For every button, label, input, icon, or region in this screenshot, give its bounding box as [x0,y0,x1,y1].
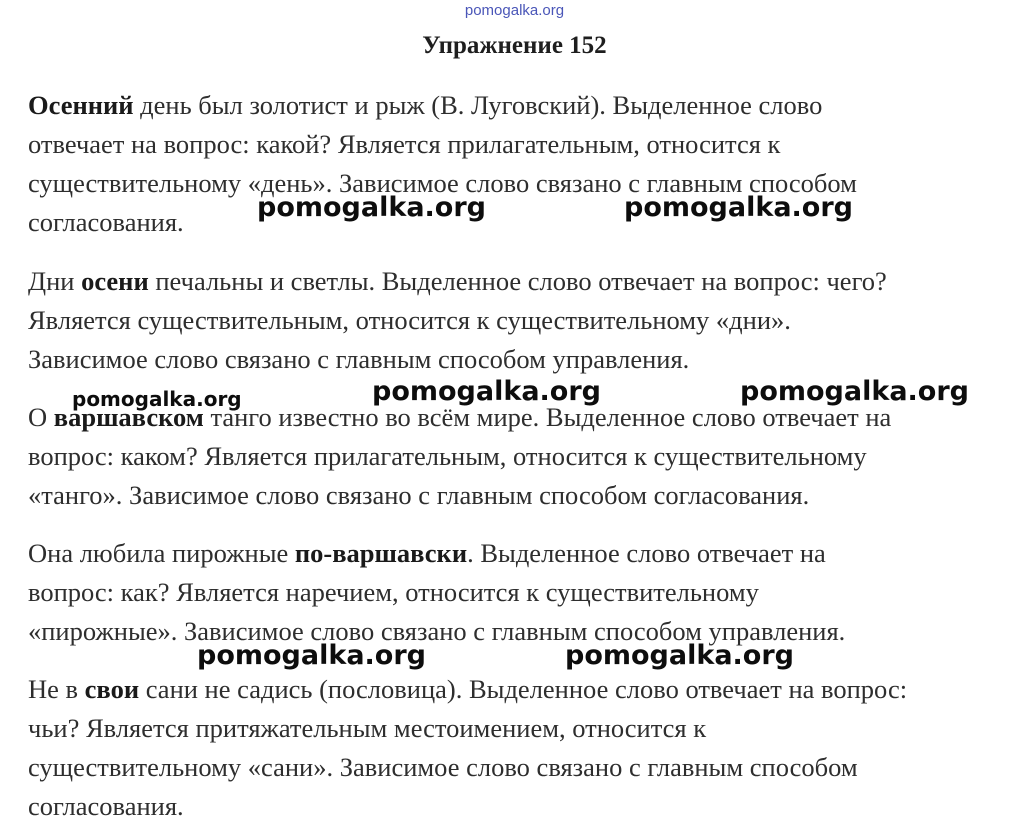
paragraph-line: Является существительным, относится к существительному «дни». [28,305,791,335]
highlighted-word: по-варшавски [294,538,468,568]
exercise-paragraph [28,534,1018,651]
exercise-paragraph [28,86,1018,242]
site-link[interactable]: pomogalka.org [464,2,565,19]
line-text: Не в [28,674,85,704]
watermark: pomogalka.org [372,376,601,407]
highlighted-word: свои [84,674,140,704]
paragraph-line: Зависимое слово связано с главным способом управления. [28,344,690,374]
highlighted-word: Осенний [28,90,134,120]
watermark: pomogalka.org [257,192,486,223]
line-text: О [28,402,54,432]
paragraph-line [28,262,1018,301]
page-title: Упражнение 152 [422,32,607,59]
watermark: pomogalka.org [624,192,853,223]
paragraph-line: «пирожные». Зависимое слово связано с главным способом управления. [28,616,846,646]
line-text: Она любила пирожные [28,538,295,568]
exercise-paragraph [28,398,1018,515]
line-text: . Выделенное слово отвечает на [467,538,826,568]
paragraph-line: вопрос: как? Является наречием, относится к существительному [28,577,759,607]
paragraph-line: вопрос: каком? Является прилагательным, относится к существительному [28,441,867,471]
paragraph-line [28,670,1018,709]
highlighted-word: варшавском [53,402,204,432]
paragraph-line: существительному «сани». Зависимое слово связано с главным способом [28,752,858,782]
paragraph-line: согласования. [28,791,184,821]
watermark: pomogalka.org [565,640,794,671]
paragraph-line: «танго». Зависимое слово связано с главным способом согласования. [28,480,810,510]
line-text: танго известно во всём мире. Выделенное слово отвечает на [203,402,892,432]
paragraph-line [28,534,1018,573]
paragraph-line [28,86,1018,125]
watermark: pomogalka.org [72,387,242,411]
highlighted-word: осени [81,266,149,296]
line-text: Дни [28,266,82,296]
watermark: pomogalka.org [197,640,426,671]
paragraph-line: существительному «день». Зависимое слово связано с главным способом [28,168,857,198]
exercise-paragraph [28,262,1018,379]
paragraph-line: чьи? Является притяжательным местоимением, относится к [28,713,707,743]
exercise-paragraph [28,670,1018,826]
paragraph-line: согласования. [28,207,184,237]
watermark: pomogalka.org [740,376,969,407]
line-text: печальны и светлы. Выделенное слово отвечает на вопрос: чего? [148,266,887,296]
line-text: сани не садись (пословица). Выделенное слово отвечает на вопрос: [139,674,908,704]
paragraph-line: отвечает на вопрос: какой? Является прилагательным, относится к [28,129,781,159]
line-text: день был золотист и рыж (В. Луговский). Выделенное слово [133,90,823,120]
